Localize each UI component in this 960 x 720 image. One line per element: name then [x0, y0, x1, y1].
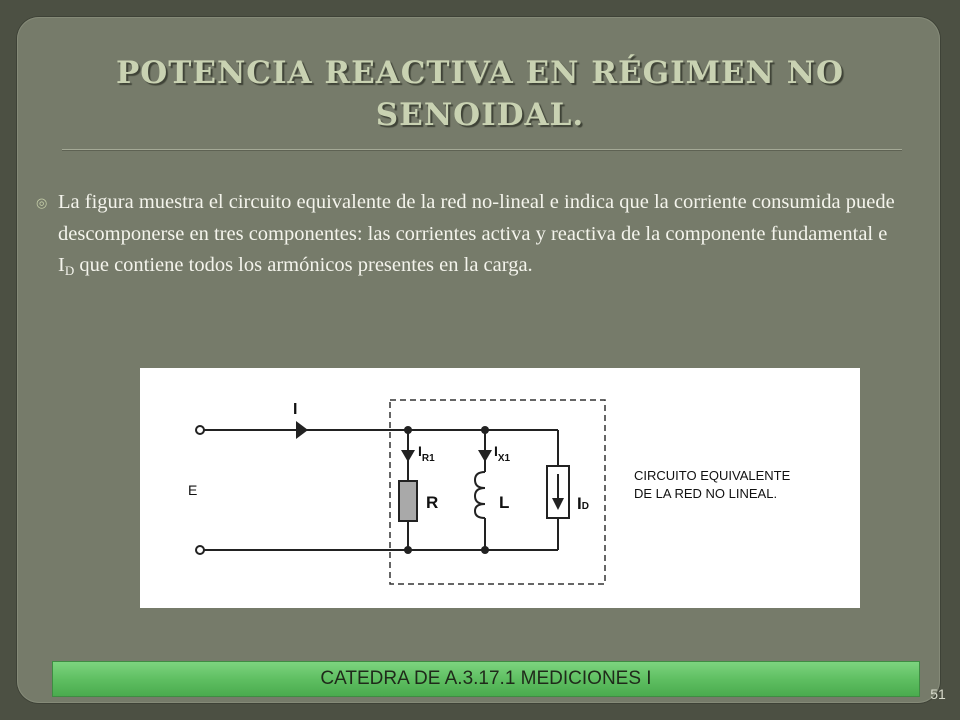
junction-dot — [481, 546, 489, 554]
source-label-sub: D — [581, 501, 589, 512]
terminal-bottom — [196, 546, 204, 554]
title-divider — [62, 149, 902, 151]
caption-line1: CIRCUITO EQUIVALENTE — [634, 468, 791, 483]
ix-label — [494, 443, 511, 464]
target-bullet-icon: ◎ — [36, 196, 48, 211]
junction-dot — [404, 426, 412, 434]
ir-arrow-icon — [401, 450, 415, 462]
footer-bar: CATEDRA DE A.3.17.1 MEDICIONES I — [52, 661, 920, 697]
body-subscript: D — [64, 263, 75, 278]
terminal-top — [196, 426, 204, 434]
body-text-part2: que contiene todos los armónicos presentes en la carga. — [74, 254, 533, 276]
source-label — [577, 494, 589, 513]
junction-dot — [404, 546, 412, 554]
ir-label-main: I — [418, 443, 422, 459]
current-label: I — [293, 401, 298, 418]
inductor-label: L — [499, 493, 510, 512]
inductor-symbol — [475, 472, 485, 518]
caption-line2: DE LA RED NO LINEAL. — [634, 486, 778, 501]
circuit-figure — [140, 368, 860, 608]
resistor-symbol — [399, 481, 417, 521]
current-arrow-icon — [296, 421, 308, 439]
ix-arrow-icon — [478, 450, 492, 462]
body-paragraph — [58, 187, 908, 287]
body-text-part1: La figura muestra el circuito equivalente de la red no-lineal e indica que la corriente consumida puede descomponerse en tres componentes: las corrientes activa y reactiva de la componente fundamental e I — [58, 191, 895, 276]
source-label-main: I — [577, 494, 582, 513]
ix-label-sub: X1 — [497, 453, 511, 464]
ix-label-main: I — [494, 443, 498, 459]
slide-title: POTENCIA REACTIVA EN RÉGIMEN NO SENOIDAL. — [115, 55, 845, 133]
equivalent-box — [390, 400, 605, 584]
page-number: 51 — [930, 686, 946, 702]
circuit-wires — [203, 430, 558, 550]
resistor-label: R — [426, 493, 439, 512]
voltage-label: E — [188, 482, 198, 498]
circuit-diagram — [140, 368, 860, 608]
ir-label — [418, 443, 435, 464]
ir-label-sub: R1 — [421, 453, 435, 464]
junction-dot — [481, 426, 489, 434]
